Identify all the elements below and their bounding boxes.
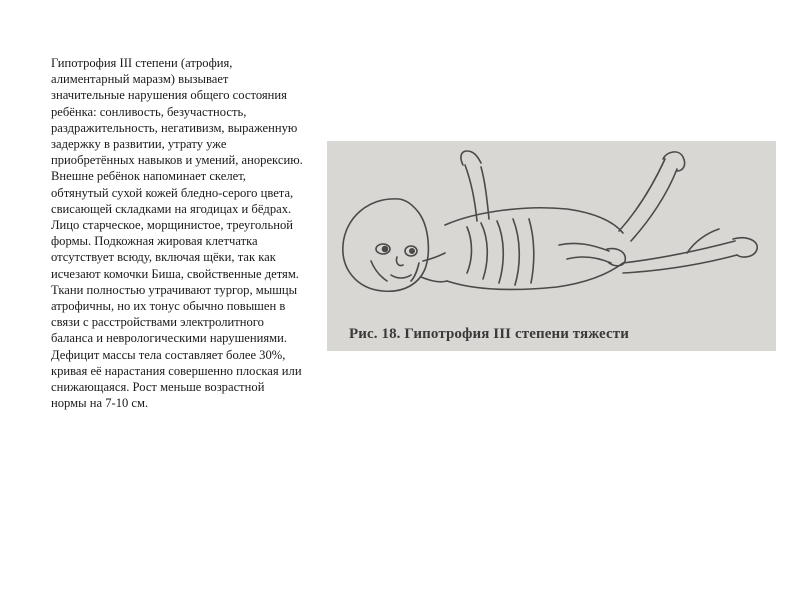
- figure-caption: Рис. 18. Гипотрофия III степени тяжести: [349, 326, 629, 342]
- figure: [327, 141, 776, 351]
- body-paragraph: Гипотрофия III степени (атрофия, алиментарный маразм) вызывает значительные нарушения общего состояния ребёнка: сонливость, безучастность, раздражительность, негативизм, выраженную задержку в развитии, утрату уже приобретённых навыков и умений, анорексию. Внешне ребёнок напоминает скелет, обтянутый сухой кожей бледно-серого цвета, свисающей складками на ягодицах и бёдрах. Лицо старческое, морщинистое, треугольной формы. Подкожная жировая клетчатка отсутствует всюду, включая щёки, так как исчезают комочки Биша, свойственные детям. Ткани полностью утрачивают тургор, мышцы атрофичны, но их тонус обычно повышен в связи с расстройствами электролитного баланса и неврологическими нарушениями. Дефицит массы тела составляет более 30%, кривая её нарастания совершенно плоская или снижающаяся. Рост меньше возрастной нормы на 7-10 см.: [51, 56, 303, 411]
- emaciated-infant-illustration: [327, 141, 776, 351]
